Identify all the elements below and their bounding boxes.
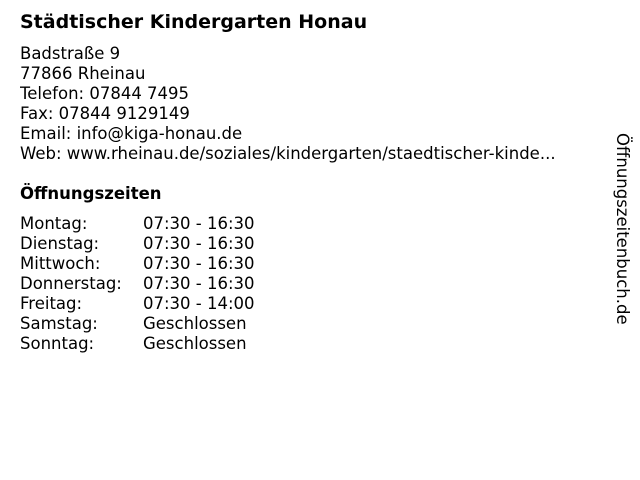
hours-time-value: Geschlossen xyxy=(143,314,247,333)
hours-day-label: Freitag: xyxy=(20,294,83,313)
opening-hours-table xyxy=(20,214,303,354)
email-address: Email: info@kiga-honau.de xyxy=(20,124,243,143)
address-city: 77866 Rheinau xyxy=(20,64,146,83)
hours-time-value: 07:30 - 16:30 xyxy=(143,254,255,273)
hours-row-monday xyxy=(20,214,303,234)
fax-number: Fax: 07844 9129149 xyxy=(20,104,190,123)
hours-day-label: Samstag: xyxy=(20,314,98,333)
hours-row-saturday xyxy=(20,314,303,334)
hours-day-label: Donnerstag: xyxy=(20,274,122,293)
hours-day-label: Dienstag: xyxy=(20,234,100,253)
hours-time-value: 07:30 - 16:30 xyxy=(143,274,255,293)
hours-row-thursday xyxy=(20,274,303,294)
hours-row-sunday xyxy=(20,334,303,354)
hours-row-tuesday xyxy=(20,234,303,254)
opening-hours-title: Öffnungszeiten xyxy=(20,184,162,203)
hours-day-label: Mittwoch: xyxy=(20,254,101,273)
contact-block xyxy=(20,44,600,164)
hours-day-label: Montag: xyxy=(20,214,88,233)
hours-day-label: Sonntag: xyxy=(20,334,95,353)
hours-time-value: Geschlossen xyxy=(143,334,247,353)
address-street: Badstraße 9 xyxy=(20,44,121,63)
hours-time-value: 07:30 - 14:00 xyxy=(143,294,255,313)
hours-time-value: 07:30 - 16:30 xyxy=(143,234,255,253)
side-brand-watermark: Öffnungszeitenbuch.de xyxy=(613,133,632,325)
hours-row-wednesday xyxy=(20,254,303,274)
hours-row-friday xyxy=(20,294,303,314)
website-link[interactable]: Web: www.rheinau.de/soziales/kindergarten/staedtischer-kinde... xyxy=(20,144,556,163)
hours-time-value: 07:30 - 16:30 xyxy=(143,214,255,233)
phone-number: Telefon: 07844 7495 xyxy=(20,84,190,103)
page-title: Städtischer Kindergarten Honau xyxy=(20,11,368,33)
